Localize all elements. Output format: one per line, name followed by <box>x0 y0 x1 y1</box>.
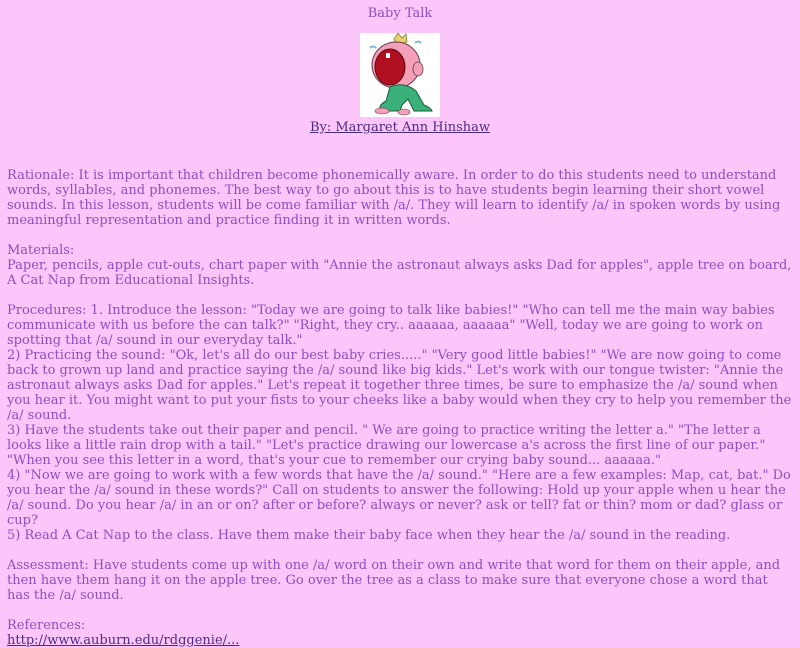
illustration-container <box>0 33 800 119</box>
assessment-paragraph: Assessment: Have students come up with one /a/ word on their own and write that word for them on their apple, and then have them hang it on the apple tree. Go over the tree as a class to make sure that everyone chose a word that has the /a/ sound. <box>7 558 781 603</box>
crying-baby-image <box>360 33 440 117</box>
reference-link[interactable]: http://www.auburn.edu/rdggenie/... <box>7 633 240 648</box>
crying-baby-icon <box>360 33 440 117</box>
materials-section <box>7 243 793 288</box>
lesson-content <box>0 168 800 648</box>
author-link[interactable]: By: Margaret Ann Hinshaw <box>309 120 491 135</box>
page-title: Baby Talk <box>367 6 433 21</box>
materials-heading: Materials: <box>7 243 75 258</box>
procedure-step: 4) "Now we are going to work with a few words that have the /a/ sound." "Here are a few examples: Map, cat, bat." Do you hear the /a/ sound in these words?" Call on students to answer the following: Hold up your apple when u hear the /a/ sound. Do you hear /a/ in an or on? after or before? always or never? ask or tell? fat or thin? mom or dad? glass or cup? <box>7 468 791 528</box>
procedure-step: Procedures: 1. Introduce the lesson: "Today we are going to talk like babies!" "Who can tell me the main way babies communicate with us before the can talk?" "Right, they cry.. aaaaaa, aaaaaa" "Well, today we are going to work on spotting that /a/ sound in our everyday talk." <box>7 303 775 348</box>
materials-text: Paper, pencils, apple cut-outs, chart paper with "Annie the astronaut always asks Dad for apples", apple tree on board, A Cat Nap from Educational Insights. <box>7 258 792 288</box>
procedure-step: 2) Practicing the sound: "Ok, let's all do our best baby cries....." "Very good little babies!" "We are now going to come back to grown up land and practice saying the /a/ sound like big kids." Let's work with our tongue twister: "Annie the astronaut always asks Dad for apples." Let's repeat it together three times, be sure to emphasize the /a/ sound when you hear it. You might want to put your fists to your cheeks like a baby would when they cry to help you remember the /a/ sound. <box>7 348 792 423</box>
rationale-paragraph: Rationale: It is important that children become phonemically aware. In order to do this students need to understand words, syllables, and phonemes. The best way to go about this is to have students begin learning their short vowel sounds. In this lesson, students will be come familiar with /a/. They will learn to identify /a/ in spoken words by using meaningful representation and practice finding it in written words. <box>7 168 781 228</box>
procedures-section <box>7 303 793 543</box>
author-byline <box>0 120 800 135</box>
references-section <box>7 618 793 648</box>
procedure-step: 3) Have the students take out their paper and pencil. " We are going to practice writing the letter a." "The letter a looks like a little rain drop with a tail." "Let's practice drawing our lowercase a's across the first line of our paper." "When you see this letter in a word, that's your cue to remember our crying baby sound... aaaaaa." <box>7 423 766 468</box>
procedure-step: 5) Read A Cat Nap to the class. Have them make their baby face when they hear the /a/ sound in the reading. <box>7 528 731 543</box>
references-heading: References: <box>7 618 86 633</box>
